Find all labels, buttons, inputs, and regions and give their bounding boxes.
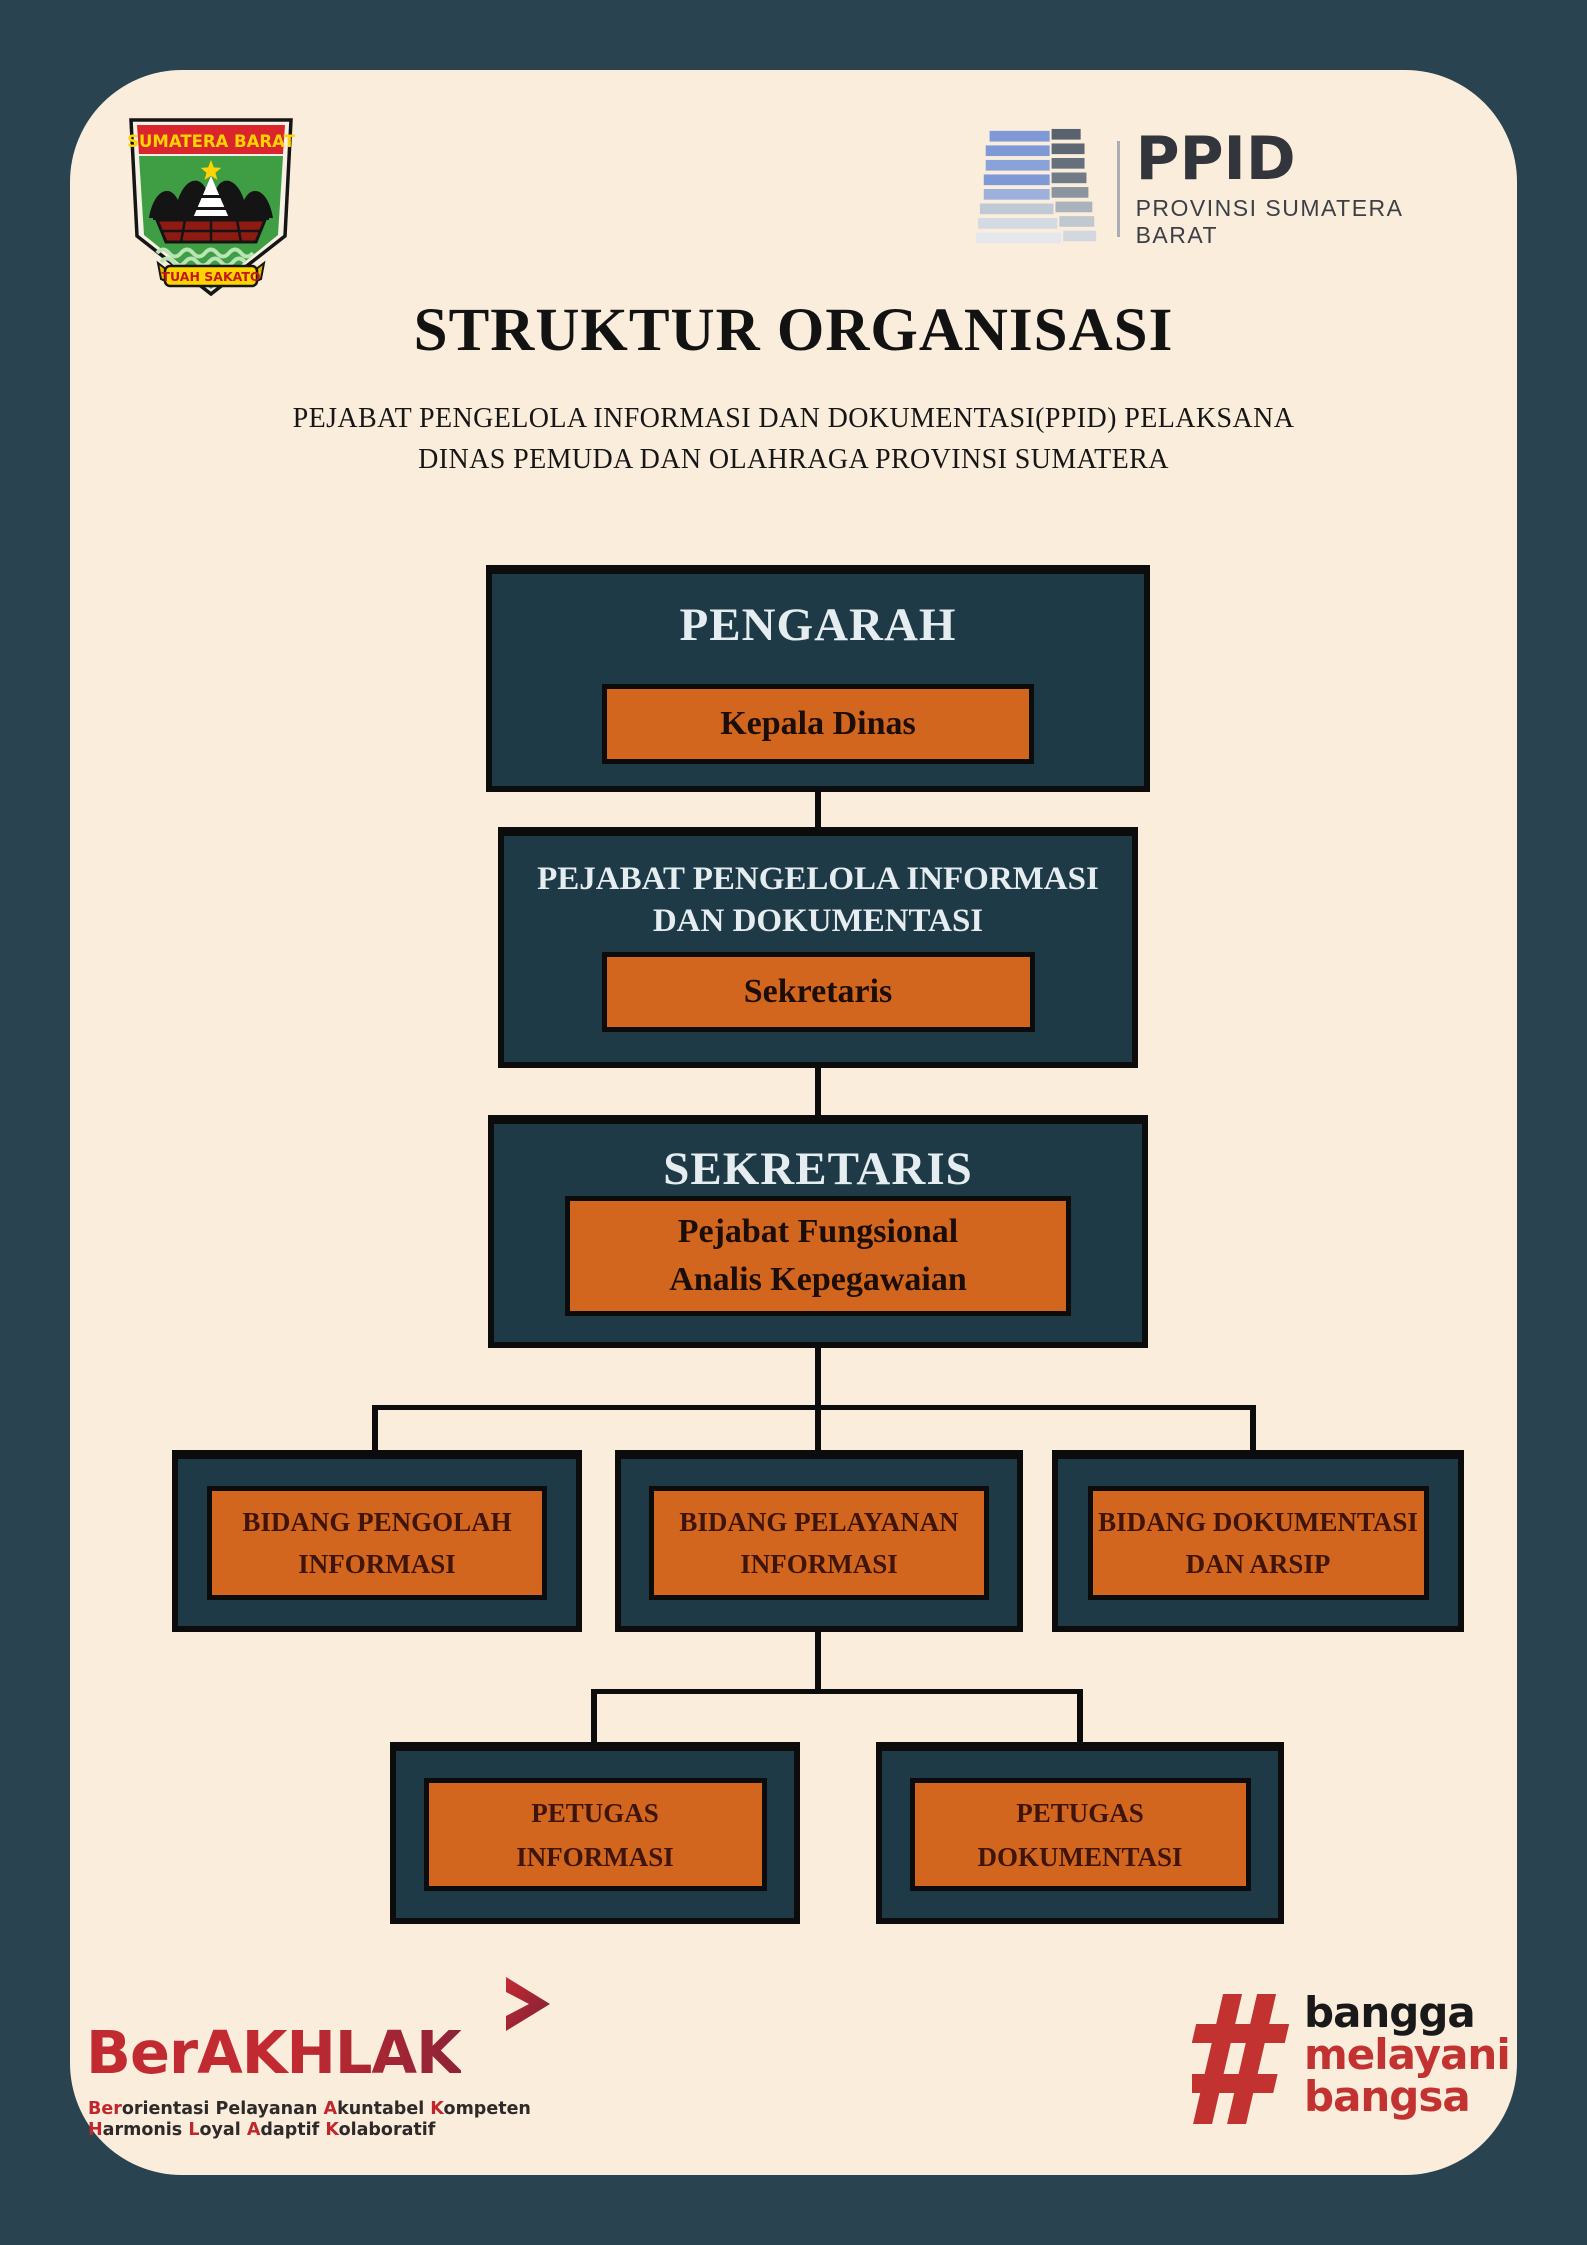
connector-line [591,1689,597,1742]
connector-line [1077,1689,1083,1742]
bangga-melayani-bangsa-logo [1192,1988,1522,2133]
bidang-dokumentasi-line2: DAN ARSIP [1185,1548,1331,1579]
ppid-logo-divider [1117,141,1120,237]
bidang-pengolah-line1: BIDANG PENGOLAH [242,1506,512,1537]
bangsa-word: bangsa [1304,2072,1470,2121]
petugas-dokumentasi-line2: DOKUMENTASI [977,1841,1183,1872]
bidang-dokumentasi-line1: BIDANG DOKUMENTASI [1098,1506,1418,1537]
connector-line [372,1405,378,1450]
node-sekretaris-title: SEKRETARIS [663,1143,973,1195]
connector-line [815,1632,821,1689]
node-sekretaris [488,1115,1148,1348]
ppid-building-icon [975,127,1103,251]
ppid-subtitle: PROVINSI SUMATERA BARAT [1135,195,1403,248]
node-bidang-pelayanan-informasi [615,1450,1023,1632]
ppid-wordmark: PPID [1135,124,1296,194]
berakhlak-logo [86,1975,606,2155]
berakhlak-arrow-chevron-icon [502,1975,554,2033]
berakhlak-tagline [88,2099,531,2141]
node-sekretaris-role-line1: Pejabat Fungsional [677,1213,959,1250]
emblem-banner-text: SUMATERA BARAT [127,132,295,151]
page-title: STRUKTUR ORGANISASI [413,297,1174,364]
petugas-informasi-line1: PETUGAS [531,1797,659,1828]
emblem-ribbon-text: TUAH SAKATO [161,269,261,284]
node-ppid-title-line2: DAN DOKUMENTASI [652,903,984,939]
berakhlak-wordmark: BerAKHLAK [86,2018,461,2087]
node-bidang-dokumentasi-arsip [1052,1450,1464,1632]
bidang-pelayanan-line1: BIDANG PELAYANAN [679,1506,959,1537]
node-pengarah-title: PENGARAH [679,599,957,651]
bidang-pengolah-line2: INFORMASI [298,1548,456,1579]
node-bidang-pengolah-informasi [172,1450,582,1632]
page-subtitle-line2: DINAS PEMUDA DAN OLAHRAGA PROVINSI SUMATERA [418,444,1169,475]
sumatera-barat-emblem-icon [123,116,299,298]
page-subtitle-line1: PEJABAT PENGELOLA INFORMASI DAN DOKUMENTASI(PPID) PELAKSANA [292,403,1295,434]
petugas-informasi-line2: INFORMASI [516,1841,674,1872]
node-petugas-dokumentasi [876,1742,1284,1924]
connector-line [815,1348,821,1405]
connector-line [815,1405,821,1450]
node-pengarah [486,565,1150,792]
connector-line [1250,1405,1256,1450]
connector-line [815,1068,821,1116]
petugas-dokumentasi-line1: PETUGAS [1016,1797,1144,1828]
bangga-word: bangga [1304,1988,1475,2037]
bidang-pelayanan-line2: INFORMASI [740,1548,898,1579]
ppid-logo [975,124,1445,254]
node-ppid-pelaksana [498,827,1138,1068]
page-subtitle [70,398,1517,480]
node-ppid-title-line1: PEJABAT PENGELOLA INFORMASI [537,861,1099,897]
berakhlak-tagline-line2: Harmonis Loyal Adaptif Kolaboratif [88,2120,436,2140]
connector-line [372,1405,1256,1410]
node-pengarah-role: Kepala Dinas [602,684,1034,764]
node-sekretaris-role-line2: Analis Kepegawaian [669,1261,967,1298]
connector-line [815,792,821,828]
node-ppid-role: Sekretaris [602,952,1035,1032]
melayani-word: melayani [1304,2030,1510,2079]
node-petugas-informasi [390,1742,800,1924]
berakhlak-tagline-line1: Berorientasi Pelayanan Akuntabel Kompeten [88,2099,531,2119]
hashtag-icon [1192,1990,1298,2128]
connector-line [591,1689,1083,1694]
